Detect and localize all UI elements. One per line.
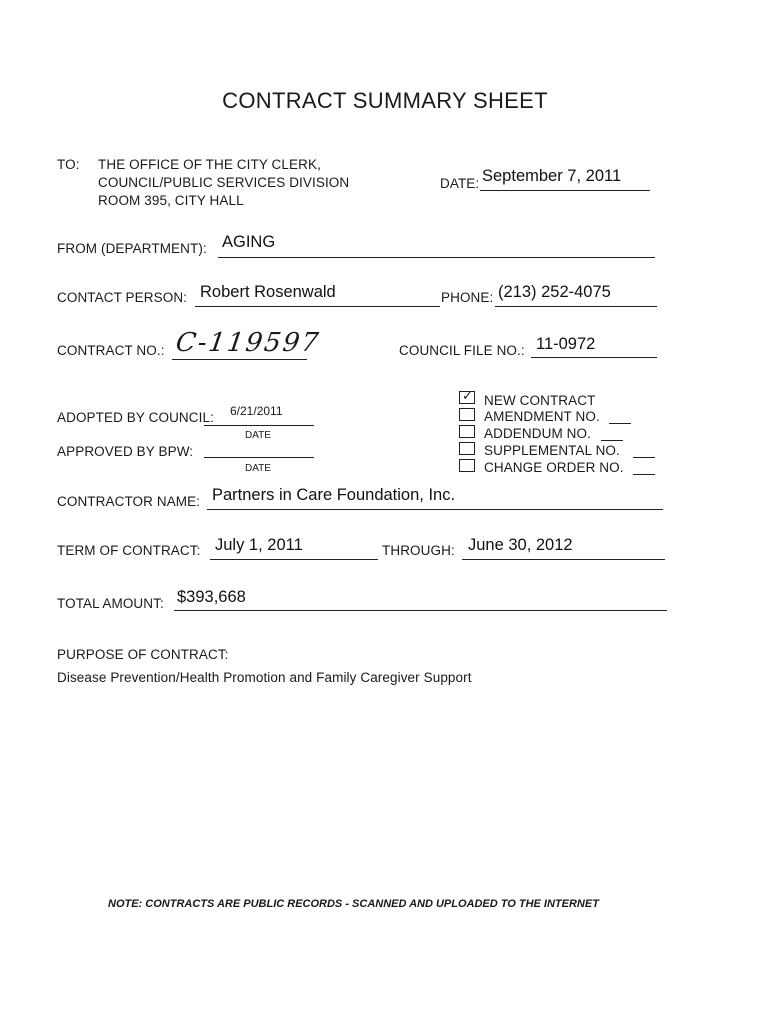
contract-no-underline (172, 359, 307, 360)
contractor-value: Partners in Care Foundation, Inc. (212, 486, 456, 504)
contract-no-label: CONTRACT NO.: (57, 343, 165, 358)
council-file-underline (531, 357, 657, 358)
adopted-date-caption: DATE (245, 430, 271, 441)
amendment-checkbox[interactable] (459, 408, 475, 421)
approved-underline (204, 457, 314, 458)
adopted-value: 6/21/2011 (230, 404, 283, 418)
amount-value: $393,668 (177, 588, 246, 606)
change-order-checkbox[interactable] (459, 459, 475, 472)
to-label: TO: (57, 157, 80, 172)
department-label: FROM (DEPARTMENT): (57, 241, 207, 256)
contractor-underline (207, 509, 663, 510)
term-end-underline (462, 559, 665, 560)
amount-underline (174, 610, 667, 611)
department-value: AGING (222, 233, 276, 251)
amount-label: TOTAL AMOUNT: (57, 596, 164, 611)
change-order-no-underline (633, 474, 655, 475)
approved-date-caption: DATE (245, 463, 271, 474)
contact-value: Robert Rosenwald (200, 283, 336, 301)
term-end-value: June 30, 2012 (468, 536, 573, 554)
phone-label: PHONE: (441, 290, 494, 305)
term-label: TERM OF CONTRACT: (57, 543, 201, 558)
contact-underline (195, 306, 440, 307)
purpose-text: Disease Prevention/Health Promotion and Family Caregiver Support (57, 670, 472, 685)
contractor-label: CONTRACTOR NAME: (57, 494, 201, 509)
date-underline (480, 190, 650, 191)
new-contract-label: NEW CONTRACT (484, 393, 596, 408)
adopted-underline (204, 425, 314, 426)
amendment-no-underline (609, 423, 631, 424)
addendum-label: ADDENDUM NO. (484, 426, 591, 441)
department-underline (218, 257, 655, 258)
addendum-checkbox[interactable] (459, 425, 475, 438)
contact-label: CONTACT PERSON: (57, 290, 188, 305)
change-order-label: CHANGE ORDER NO. (484, 460, 624, 475)
contract-no-value: C-119597 (173, 328, 323, 358)
phone-value: (213) 252-4075 (498, 283, 611, 301)
footer-note: NOTE: CONTRACTS ARE PUBLIC RECORDS - SCANNED AND UPLOADED TO THE INTERNET (108, 898, 599, 910)
date-label: DATE: (440, 176, 480, 191)
new-contract-checkbox[interactable] (459, 388, 475, 404)
council-file-value: 11-0972 (536, 335, 596, 353)
through-label: THROUGH: (382, 543, 455, 558)
page-title: CONTRACT SUMMARY SHEET (222, 88, 548, 113)
addendum-no-underline (601, 440, 623, 441)
adopted-label: ADOPTED BY COUNCIL: (57, 410, 214, 425)
supplemental-no-underline (633, 457, 655, 458)
check-mark-icon: ✓ (462, 388, 473, 403)
phone-underline (495, 306, 657, 307)
council-file-label: COUNCIL FILE NO.: (399, 343, 525, 358)
supplemental-checkbox[interactable] (459, 442, 475, 455)
approved-label: APPROVED BY BPW: (57, 444, 194, 459)
term-start-value: July 1, 2011 (215, 536, 303, 554)
to-line-3: ROOM 395, CITY HALL (98, 193, 244, 208)
date-value: September 7, 2011 (482, 167, 622, 185)
to-line-1: THE OFFICE OF THE CITY CLERK, (98, 157, 321, 172)
to-line-2: COUNCIL/PUBLIC SERVICES DIVISION (98, 175, 350, 190)
term-start-underline (210, 559, 378, 560)
purpose-label: PURPOSE OF CONTRACT: (57, 647, 229, 662)
supplemental-label: SUPPLEMENTAL NO. (484, 443, 620, 458)
amendment-label: AMENDMENT NO. (484, 409, 600, 424)
